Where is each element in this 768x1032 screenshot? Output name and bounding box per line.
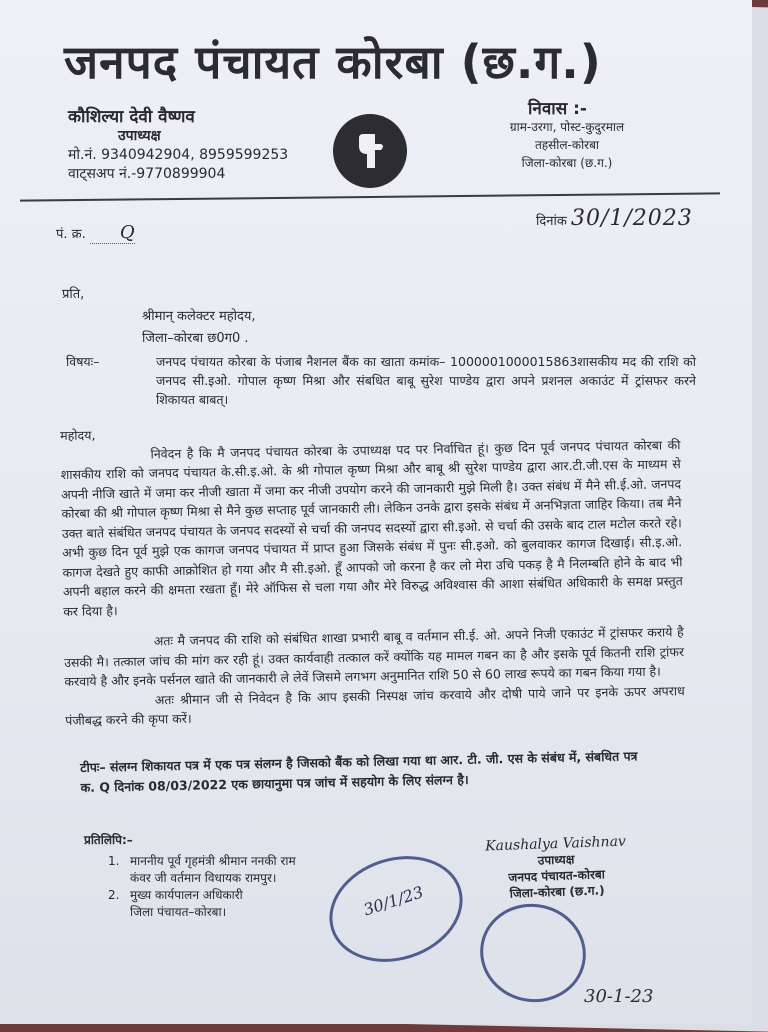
signature-office: जनपद पंचायत-कोरबा <box>508 867 606 885</box>
header-divider <box>20 192 720 201</box>
officer-designation: उपाध्यक्ष <box>118 128 161 144</box>
stamp-date: 30/1/23 <box>361 882 426 920</box>
recipient-line: जिला–कोरबा छ0ग0 . <box>142 331 249 346</box>
copy-item: 2. मुख्य कार्यपालन अधिकारी जिला पंचायत–कोरबा। <box>108 888 243 919</box>
letterhead-contact <box>68 108 288 184</box>
handwritten-signature: Kaushalya Vaishnav <box>484 833 627 855</box>
signature-block <box>485 834 628 903</box>
whatsapp-number: वाट्सअप नं.-9770899904 <box>68 166 226 182</box>
residence-line: जिला-कोरबा (छ.ग.) <box>521 156 613 170</box>
date-value: 30/1/2023 <box>570 206 693 231</box>
body-paragraph: अतः मै जनपद की राशि को संबंधित शाखा प्रभारी बाबू व वर्तमान सी.ई. ओ. अपने निजी एकाउंट में ट्रांसफर कराये है उसकी मै। तत्काल जांच की मांग कर रही हूं। उक्त कार्यवाही तत्काल करें क्योंकि यह मामल गबन का है और इसके पूर्व कितनी राशि ट्रांफर करवाये है और इनके पर्सनल खाते की जानकारी ले लेवें जिसमे लगभग अनुमानित राशि 50 से 60 लाख रूपये का गबन किया गया है। <box>63 624 685 689</box>
letterhead-title: जनपद पंचायत कोरबा (छ.ग.) <box>64 35 602 89</box>
copy-item: 1. माननीय पूर्व गृहमंत्री श्रीमान ननकी राम कंवर जी वर्तमान विधायक रामपुर। <box>108 854 296 885</box>
recipient-line: श्रीमान् कलेक्टर महोदय, <box>142 309 256 324</box>
residence-line: तहसील-कोरबा <box>534 138 600 152</box>
body-paragraph: अतः श्रीमान जी से निवेदन है कि आप इसकी निस्पक्ष जांच करवाये और दोषी पाये जाने पर इनके ऊपर अपराध पंजीबद्ध करने की कृपा करें। <box>65 682 685 728</box>
received-stamp-district <box>316 839 477 978</box>
residence-block <box>492 100 642 172</box>
residence-label: निवास :- <box>528 99 587 119</box>
received-stamp-collector <box>471 894 595 1012</box>
date-label: दिनांक <box>536 214 567 229</box>
salutation: महोदय, <box>60 427 96 443</box>
signature-district: जिला-कोरबा (छ.ग.) <box>509 883 605 901</box>
attachment-note: टीपः– संलग्न शिकायत पत्र में एक पत्र संलग्न है जिसको बैंक को लिखा गया था आर. टी. जी. एस के संबंध में, संबधित पत्र क. Q दिनांक 08/03/2022 एक छायानुमा पत्र जांच में सहयोग के लिए संलग्न है। <box>80 748 638 795</box>
body-paragraph: निवेदन है कि मै जनपद पंचायत कोरबा के उपाध्यक्ष पद पर निर्वाचित हूं। कुछ दिन पूर्व जनपद पंचायत कोरबा की शासकीय राशि को जनपद पंचायत के.सी.इ.ओ. के श्री गोपाल कृष्ण मिश्रा और बाबू श्री सुरेश पाण्डेय द्वारा आर.टी.जी.एस के माध्यम से अपनी नीजि खाते में जमा कर नीजी खाता में जमा कर नीजी उपयोग करने की जानकारी मुझे मिली है। उक्त संबंध में मैने सी.ई.ओ. जनपद कोरबा की श्री गोपाल कृष्ण मिश्रा से मैने कुछ सप्ताह पूर्व जानकारी ली। लेकिन उनके द्वारा इसके संबंध में अनभिज्ञता जाहिर किया। तब मैने उक्त बाते संबंधित जनपद पंचायत के जनपद सदस्यों से चर्चा की जनपद सदस्यों द्वारा सी.इओ. से चर्चा की उसके बाद टाल मटोल करते रहे। अभी कुछ दिन पूर्व मुझे एक कागज जनपद पंचायत में प्राप्त हुआ जिसके संबंध में पुनः सी.इओ. को बुलवाकर कागज दिखाई। सी.इ.ओ. कागज देखते हुए काफी आक्रोशित हो गया और मै सी.इओ. हूँ आपको जो करना है कर लो मेरा उचि पकड़ है मै निलम्बति होने के बाद भी अपनी बहाल करने की क्षमता रखता हूँ। मेरे ऑफिस से चला गया और मेरे विरुद्ध अविश्वास की आशा संबंधित अधिकारी के समक्ष प्रस्तुत कर दिया है। <box>60 436 683 619</box>
letter-date <box>536 206 693 231</box>
letter-body <box>60 415 685 730</box>
signature-designation: उपाध्यक्ष <box>537 852 575 868</box>
reference-value: Q <box>90 222 135 244</box>
subject-text: जनपद पंचायत कोरबा के पंजाब नैशनल बैंक का खाता कमांक– 1000001000015863शासकीय मद की राशि को जनपद सी.इओ. गोपाल कृष्ण मिश्रा और संबधित बाबू सुरेश पाण्डेय द्वारा अपने प्रशनल अकाउंट में ट्रांसफर करने शिकायत बाबत्। <box>156 354 696 407</box>
residence-line: ग्राम-उरगा, पोस्ट-कुदुरमाल <box>509 120 625 134</box>
handwritten-received-date: 30-1-23 <box>584 986 654 1007</box>
copy-label: प्रतिलिपि:– <box>84 833 133 847</box>
hand-logo-icon <box>333 114 407 188</box>
recipient-prefix: प्रति, <box>62 287 85 302</box>
copy-to-block <box>84 832 296 921</box>
reference-label: पं. क्र. <box>56 227 86 242</box>
reference-number <box>56 222 135 243</box>
mobile-number: मो.नं. 9340942904, 8959599253 <box>68 147 289 163</box>
officer-name: कौशिल्या देवी वैष्णव <box>68 107 195 127</box>
subject-label: विषयः– <box>66 354 100 369</box>
recipient-block <box>62 284 256 350</box>
